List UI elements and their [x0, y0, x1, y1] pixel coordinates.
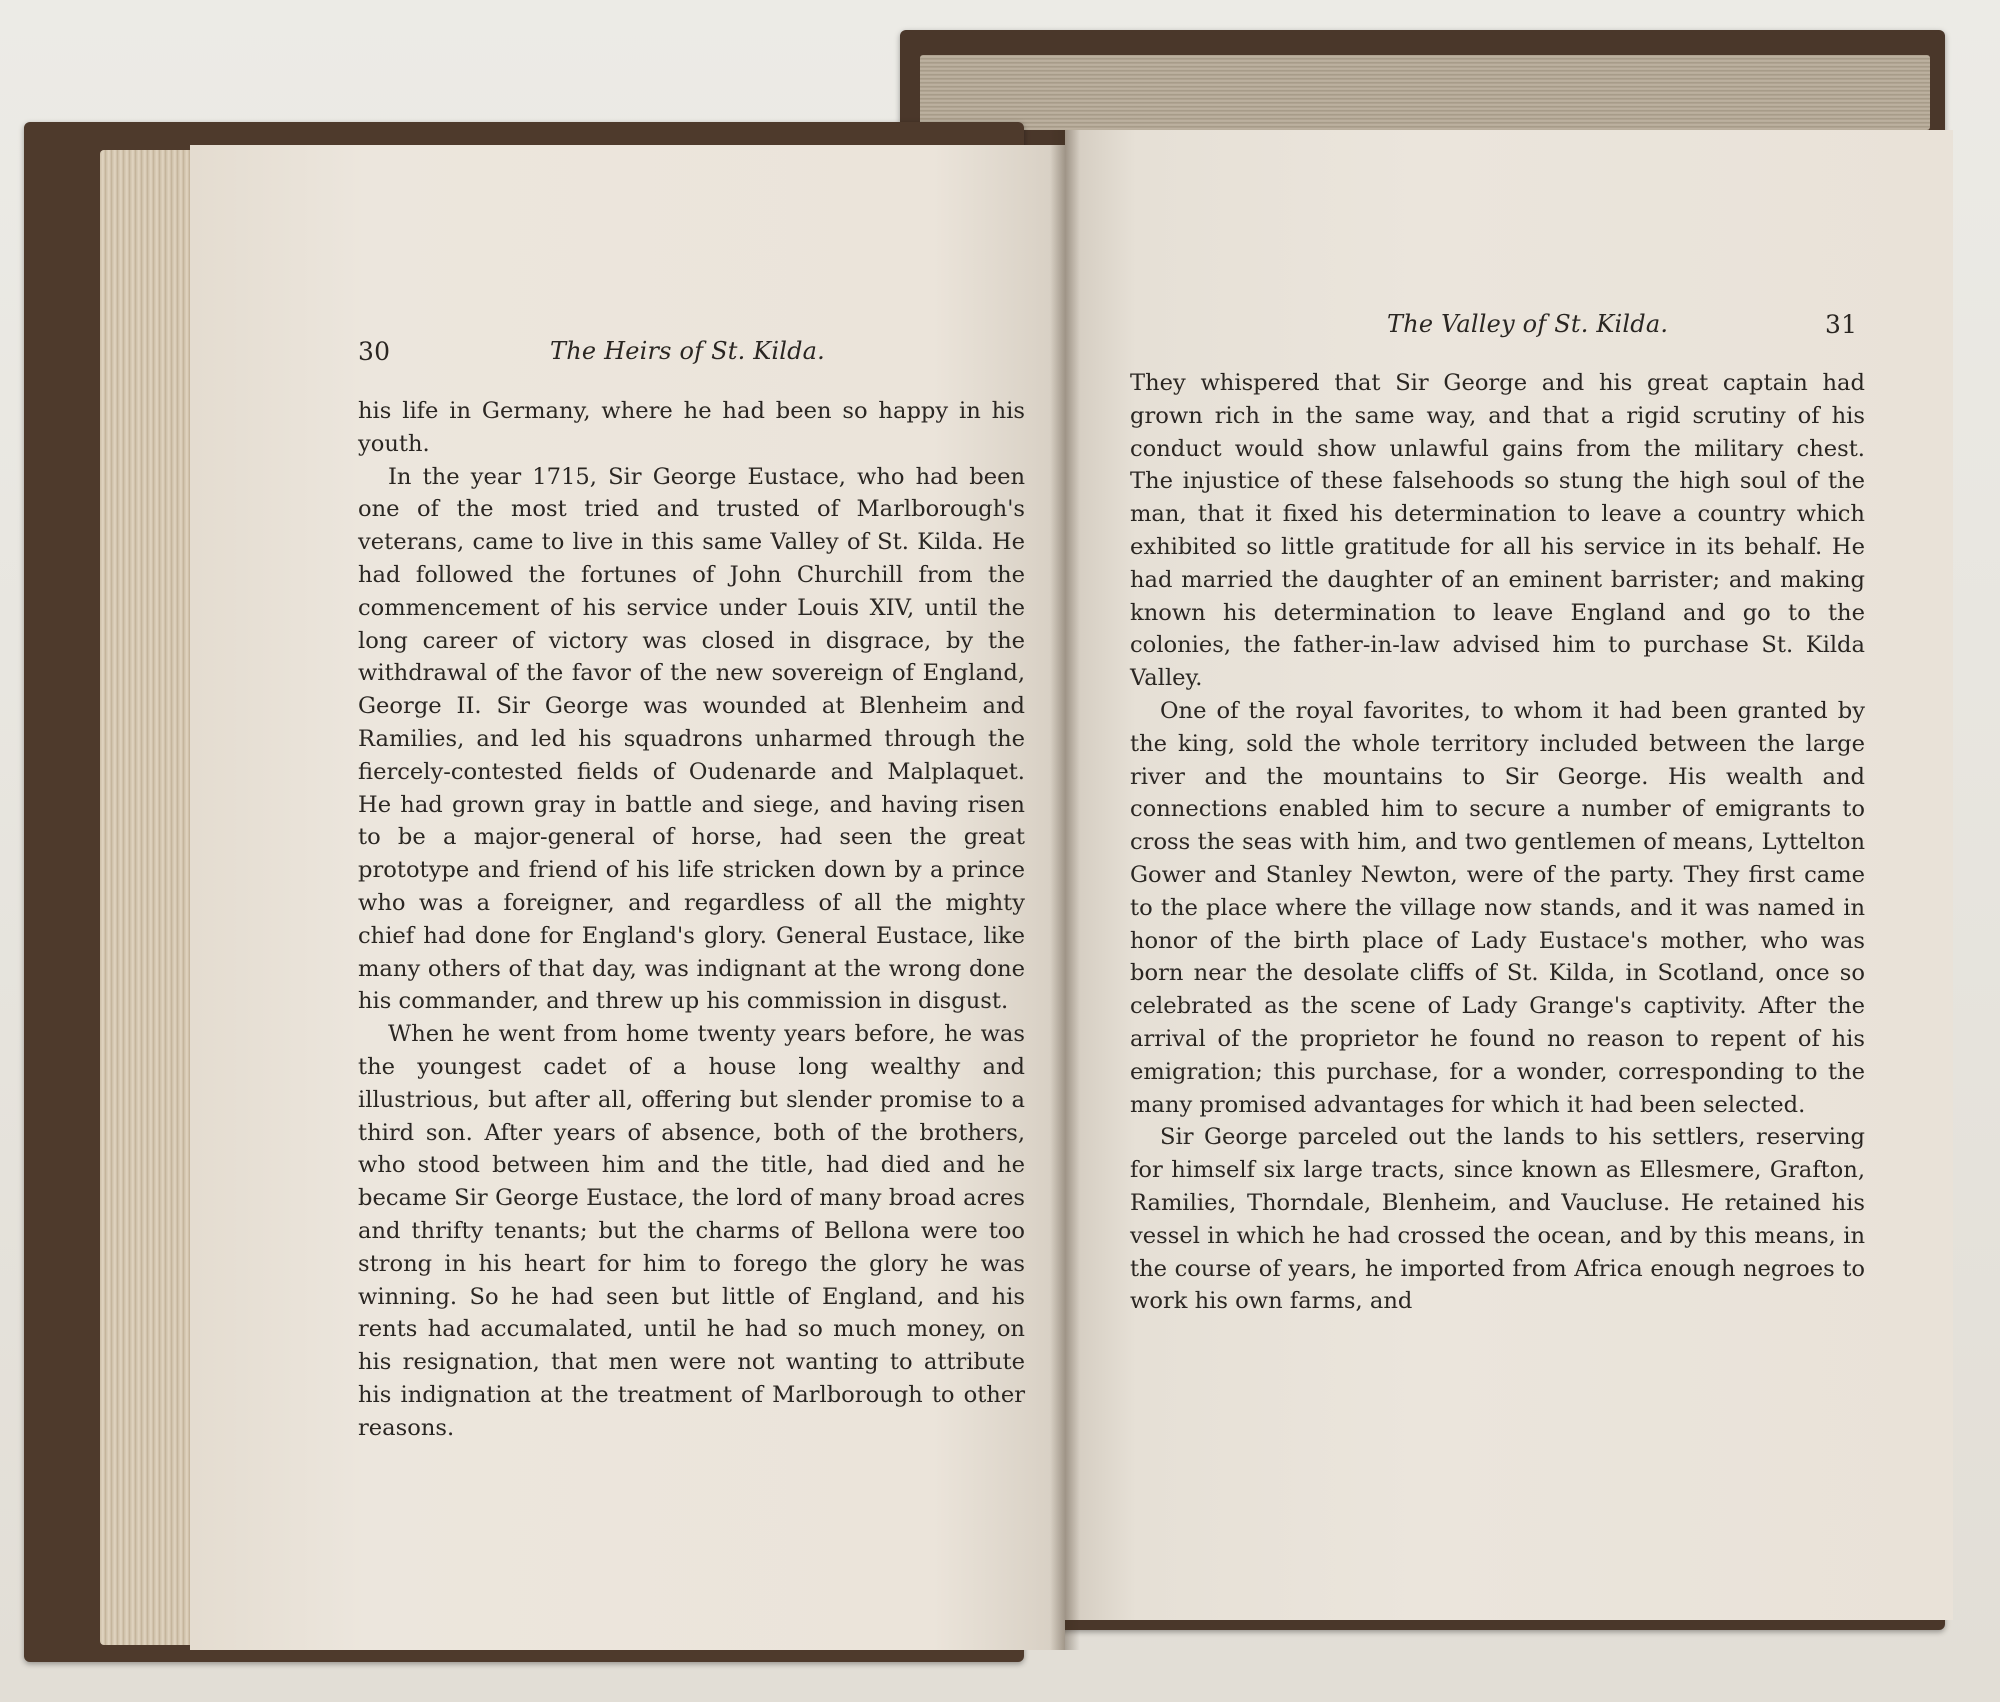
paragraph: One of the royal favorites, to whom it had been granted by the king, sold the whole territory included between the large river and the mountains to Sir George. His wealth and connections enabled him to secure a number of emigrants to cross the seas with him, and two gentlemen of means, Lyttelton Gower and Stanley Newton, were of the party. They first came to the place where the village now stands, and it was named in honor of the birth place of Lady Eustace's mother, who was born near the desolate cliffs of St. Kilda, in Scotland, once so celebrated as the scene of Lady Grange's captivity. After the arrival of the proprietor he found no reason to repent of his emigration; this purchase, for a wonder, corresponding to the many promised advantages for which it had been selected. — [1130, 697, 1865, 1118]
paragraph: When he went from home twenty years before, he was the youngest cadet of a house long wealthy and illustrious, but after all, offering but slender promise to a third son. After years of absence, both of the brothers, who stood between him and the title, had died and he became Sir George Eustace, the lord of many broad acres and thrifty tenants; but the charms of Bellona were too strong in his heart for him to forego the glory he was winning. So he had seen but little of England, and his rents had accumalated, until he had so much money, on his resignation, that men were not wanting to attribute his indignation at the treatment of Marlborough to other reasons. — [358, 1021, 1025, 1441]
paragraph: his life in Germany, where he had been so happy in his youth. — [358, 398, 1025, 457]
right-page-body — [1130, 367, 1865, 1318]
right-page — [1065, 130, 1953, 1620]
running-head: The Valley of St. Kilda. — [1387, 310, 1669, 338]
left-page-body — [358, 395, 1025, 1445]
paragraph: In the year 1715, Sir George Eustace, who had been one of the most tried and trusted of Marlborough's veterans, came to live in this same Valley of St. Kilda. He had followed the fortunes of John Churchill from the commencement of his service under Louis XIV, until the long career of victory was closed in disgrace, by the withdrawal of the favor of the new sovereign of England, George II. Sir George was wounded at Blenheim and Ramilies, and led his squadrons unharmed through the fiercely-contested fields of Oudenarde and Malplaquet. He had grown gray in battle and siege, and having risen to be a major-general of horse, had seen the great prototype and friend of his life stricken down by a prince who was a foreigner, and regardless of all the mighty chief had done for England's glory. General Eustace, like many others of that day, was indignant at the wrong done his commander, and threw up his commission in disgust. — [358, 463, 1025, 1015]
left-page — [190, 145, 1065, 1650]
book-gutter-shadow — [1050, 130, 1080, 1650]
page-number: 31 — [1825, 310, 1858, 339]
running-head: The Heirs of St. Kilda. — [550, 337, 826, 365]
left-page-header — [358, 337, 898, 371]
page-number: 30 — [358, 337, 391, 366]
right-book-page-edges — [920, 55, 1930, 130]
paragraph: Sir George parceled out the lands to his settlers, reserving for himself six large tracts, since known as Ellesmere, Grafton, Ramilies, Thorndale, Blenheim, and Vaucluse. He retained his vessel in which he had crossed the ocean, and by this means, in the course of years, he imported from Africa enough negroes to work his own farms, and — [1130, 1124, 1865, 1315]
right-page-header — [1125, 310, 1865, 344]
paragraph: They whispered that Sir George and his great captain had grown rich in the same way, and that a rigid scrutiny of his conduct would show unlawful gains from the military chest. The injustice of these falsehoods so stung the high soul of the man, that it fixed his determination to leave a country which exhibited so little gratitude for all his service in its behalf. He had married the daughter of an eminent barrister; and making known his determination to leave England and go to the colonies, the father-in-law advised him to purchase St. Kilda Valley. — [1130, 370, 1865, 692]
